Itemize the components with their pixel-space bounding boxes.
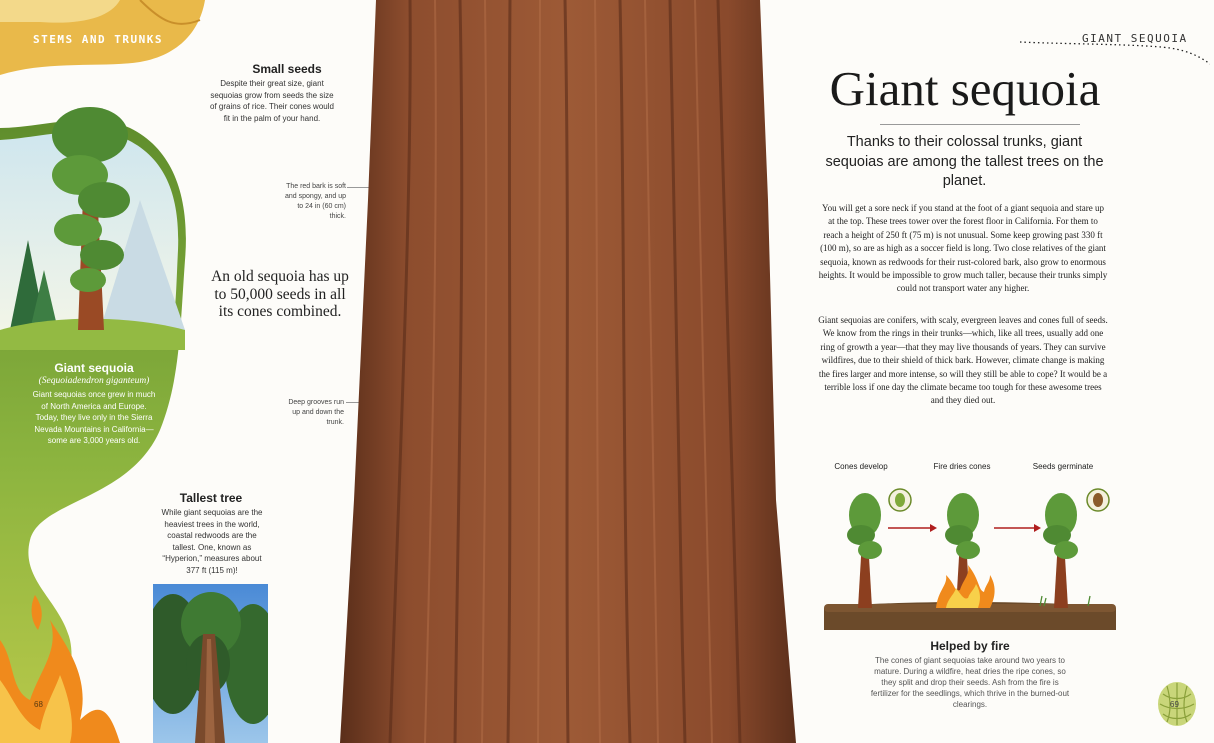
stage-label-1: Cones develop	[834, 462, 888, 471]
seeds-quote: An old sequoia has up to 50,000 seeds in all its cones combined.	[211, 268, 349, 320]
grooves-annotation: Deep grooves run up and down the trunk.	[288, 399, 344, 426]
stage-label-3: Seeds germinate	[1032, 462, 1094, 471]
page-title: Giant sequoia	[829, 61, 1101, 116]
species-description: Giant sequoias once grew in much of North America and Europe. Today, they live only in the Sierra Nevada Mountains in California—some are 3,000 years old.	[32, 390, 156, 445]
page-subtitle: Thanks to their colossal trunks, giant sequoias are among the tallest trees on the planet.	[825, 134, 1104, 189]
page-number-right: 69	[1170, 700, 1179, 709]
small-seeds-title: Small seeds	[252, 62, 322, 76]
title-rule	[880, 124, 1080, 125]
redwood-photo	[153, 584, 268, 743]
helped-by-fire-text: The cones of giant sequoias take around two years to mature. During a wildfire, heat dries the ripe cones, so they split and drop their seeds. Ash from the fire is fertilizer for the seedlings, which thrive in the burned-out clearings.	[870, 656, 1070, 709]
page-number-left: 68	[34, 700, 43, 709]
tallest-tree-title: Tallest tree	[179, 491, 243, 505]
species-latin-name: (Sequoiadendron giganteum)	[38, 376, 150, 386]
body-paragraph-1: You will get a sore neck if you stand at the foot of a giant sequoia and stare up at the top. These trees tower over the forest floor in California. For them to reach a height of 250 ft (75 m) is not unusual. Some keep growing past 330 ft (100 m), so are as high as a soccer field is long. Two close relatives of the giant sequoia, known as redwoods for their rust-colored bark, also grow to enormous heights. It would be impossible to grow much taller, because their trunks simply could not transport water any higher.	[818, 203, 1108, 294]
bark-annotation: The red bark is soft and spongy, and up to 24 in (60 cm) thick.	[285, 183, 346, 220]
body-paragraph-2: Giant sequoias are conifers, with scaly, evergreen leaves and cones full of seeds. We know from the rings in their trunks—which, like all trees, usually add one ring of growth a year—that they may live thousands of years. They can survive wildfires, due to their shield of thick bark. However, climate change is making the fires larger and more intense, so will they still be able to cope? It would be a terrible loss if one day the climate became too tough for these awesome trees and they died out.	[818, 315, 1108, 406]
tree-stage-1	[847, 489, 911, 608]
helped-by-fire-title: Helped by fire	[930, 639, 1010, 653]
fire-cycle-diagram	[818, 480, 1118, 630]
tree-stage-3	[1040, 489, 1109, 608]
species-name: Giant sequoia	[54, 361, 134, 375]
sequoia-trunk-photo	[340, 0, 796, 743]
stage-label-2: Fire dries cones	[933, 462, 991, 471]
tree-stage-2	[936, 493, 995, 608]
section-label-right: GIANT SEQUOIA	[1082, 32, 1188, 45]
tallest-tree-text: While giant sequoias are the heaviest trees in the world, coastal redwoods are the tallest. One, known as “Hyperion,” measures about 377 ft (115 m)!	[161, 508, 263, 575]
small-seeds-text: Despite their great size, giant sequoias grow from seeds the size of grains of rice. Their cones would fit in the palm of your hand.	[210, 79, 334, 123]
section-label-left: STEMS AND TRUNKS	[33, 33, 163, 46]
